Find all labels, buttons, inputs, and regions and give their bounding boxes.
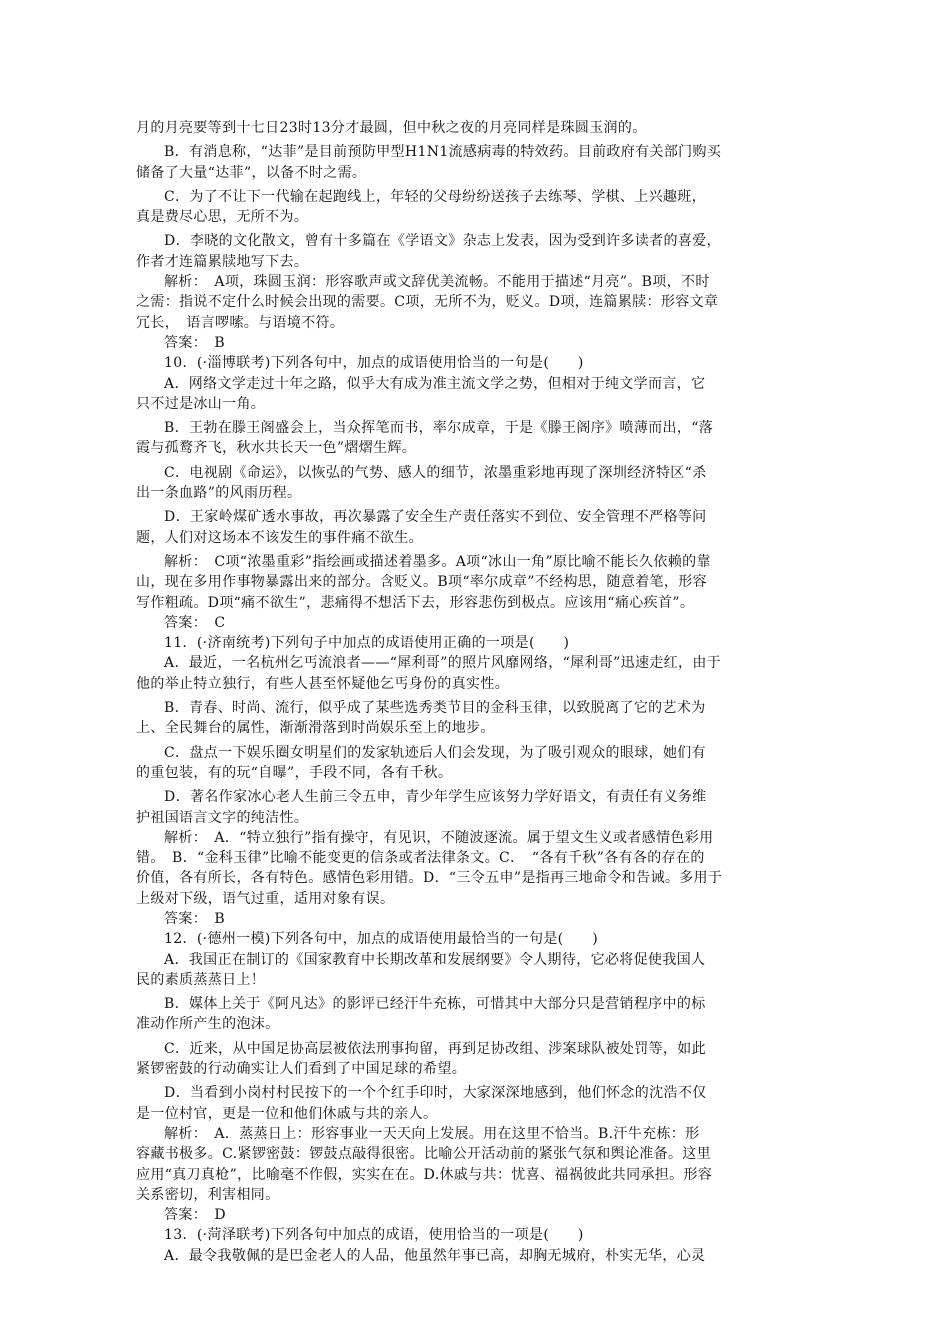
text-line: C．盘点一下娱乐圈女明星们的发家轨迹后人们会发现，为了吸引观众的眼球，她们有: [164, 744, 707, 761]
text-line: D．当看到小岗村村民按下的一个个红手印时，大家深深地感到，他们怀念的沈浩不仅: [164, 1085, 707, 1102]
text-line: A．网络文学走过十年之路，似乎大有成为准主流文学之势，但相对于纯文学而言，它: [164, 375, 706, 392]
text-line: 解析： A．“特立独行”指有操守，有见识，不随波逐流。属于望文生义或者感情色彩用: [164, 829, 714, 846]
text-line: 霞与孤鹜齐飞，秋水共长天一色”熠熠生辉。: [136, 440, 417, 457]
text-line: 他的举止特立独行，有些人甚至怀疑他乞丐身份的真实性。: [136, 675, 510, 692]
text-line: 容藏书极多。C.紧锣密鼓：锣鼓点敲得很密。比喻公开活动前的紧张气氛和舆论准备。这里: [136, 1146, 712, 1163]
text-line: 冗长， 语言啰嗦。与语境不符。: [136, 314, 345, 331]
text-line: 上级对下级，语气过重，适用对象有误。: [136, 890, 395, 907]
text-line: 之需：指说不定什么时候会出现的需要。C项，无所不为，贬义。D项，连篇累牍：形容文章: [136, 294, 719, 311]
text-line: 上、全民舞台的属性，渐渐滑落到时尚娱乐至上的地步。: [136, 720, 495, 737]
text-line: 写作粗疏。D项“痛不欲生”，悲痛得不想活下去，形容悲伤到极点。应该用“痛心疾首”。: [136, 594, 695, 611]
text-line: 12．(·德州一模)下列各句中，加点的成语使用最恰当的一句是( ): [164, 931, 599, 948]
text-line: 只不过是冰山一角。: [136, 395, 266, 412]
text-line: 10．(·淄博联考)下列各句中，加点的成语使用恰当的一句是( ): [164, 355, 584, 372]
text-line: 答案： D: [164, 1207, 226, 1224]
text-line: 13．(·菏泽联考)下列各句中加点的成语，使用恰当的一项是( ): [164, 1227, 584, 1244]
text-line: 答案： C: [164, 614, 226, 631]
text-line: 作者才连篇累牍地写下去。: [136, 253, 309, 270]
text-line: 解析： A项，珠圆玉润：形容歌声或文辞优美流畅。不能用于描述“月亮”。B项，不时: [164, 274, 710, 291]
text-line: B．媒体上关于《阿凡达》的影评已经汗牛充栋，可惜其中大部分只是营销程序中的标: [164, 996, 706, 1013]
text-line: 山，现在多用作事物暴露出来的部分。含贬义。B项“率尔成章”不经构思，随意着笔，形容: [136, 574, 707, 591]
text-line: B．王勃在滕王阁盛会上，当众挥笔而书，率尔成章，于是《滕王阁序》喷薄而出，“落: [164, 420, 714, 437]
text-line: 应用“真刀真枪”，比喻毫不作假，实实在在。D.休戚与共：忧喜、福祸彼此共同承担。形容: [136, 1166, 713, 1183]
text-line: 紧锣密鼓的行动确实让人们看到了中国足球的希望。: [136, 1061, 467, 1078]
text-line: A．我国正在制订的《国家教育中长期改革和发展纲要》令人期待，它必将促使我国人: [164, 951, 706, 968]
text-line: 月的月亮要等到十七日23时13分才最圆，但中秋之夜的月亮同样是珠圆玉润的。: [136, 120, 647, 136]
text-line: 出一条血路”的风雨历程。: [136, 485, 302, 502]
text-line: A．最令我敬佩的是巴金老人的人品，他虽然年事已高，却胸无城府，朴实无华，心灵: [164, 1247, 706, 1264]
text-line: 是一位村官，更是一位和他们休戚与共的亲人。: [136, 1105, 438, 1122]
text-line: C．为了不让下一代输在起跑线上，年轻的父母纷纷送孩子去练琴、学棋、上兴趣班，: [164, 188, 707, 205]
text-line: 准动作所产生的泡沫。: [136, 1016, 280, 1033]
text-line: C．近来，从中国足协高层被依法刑事拘留，再到足协改组、涉案球队被处罚等，如此: [164, 1040, 707, 1057]
text-line: 答案： B: [164, 334, 226, 351]
text-line: A．最近，一名杭州乞丐流浪者——“犀利哥”的照片风靡网络，“犀利哥”迅速走红，由于: [164, 655, 722, 672]
text-line: D．王家岭煤矿透水事故，再次暴露了安全生产责任落实不到位、安全管理不严格等问: [164, 509, 707, 526]
text-line: 护祖国语言文字的纯洁性。: [136, 809, 309, 826]
text-line: 的重包装，有的玩“自曝”，手段不同，各有千秋。: [136, 764, 453, 781]
text-line: D．著名作家冰心老人生前三令五申，青少年学生应该努力学好语文，有责任有义务维: [164, 789, 707, 806]
text-line: B．有消息称，“达菲”是目前预防甲型H1N1流感病毒的特效药。目前政府有关部门购买: [164, 144, 722, 161]
text-line: C．电视剧《命运》，以恢弘的气势、感人的细节，浓墨重彩地再现了深圳经济特区“杀: [164, 464, 707, 481]
text-line: 答案： B: [164, 910, 226, 927]
document-page: [136, 118, 816, 1266]
text-line: 题，人们对这场本不该发生的事件痛不欲生。: [136, 529, 423, 546]
text-line: 民的素质蒸蒸日上！: [136, 971, 266, 988]
text-line: 解析： C项“浓墨重彩”指绘画或描述着墨多。A项“冰山一角”原比喻不能长久依赖的靠: [164, 553, 711, 570]
text-line: 储备了大量“达菲”，以备不时之需。: [136, 164, 367, 181]
text-line: B．青春、时尚、流行，似乎成了某些选秀类节目的金科玉律，以致脱离了它的艺术为: [164, 700, 706, 717]
text-line: 错。 B．“金科玉律”比喻不能变更的信条或者法律条文。C． “各有千秋”各有各的存在的: [136, 850, 705, 867]
text-line: 关系密切，利害相同。: [136, 1186, 280, 1203]
text-line: 真是费尽心思，无所不为。: [136, 209, 309, 226]
text-line: 解析： A．蒸蒸日上：形容事业一天天向上发展。用在这里不恰当。B.汗牛充栋：形: [164, 1125, 700, 1142]
text-line: 11．(·济南统考)下列句子中加点的成语使用正确的一项是( ): [164, 635, 570, 652]
text-line: 价值，各有所长，各有特色。感情色彩用错。D．“三令五申”是指再三地命令和告诫。多用于: [136, 870, 723, 887]
text-line: D．李晓的文化散文，曾有十多篇在《学语文》杂志上发表，因为受到许多读者的喜爱，: [164, 233, 721, 250]
